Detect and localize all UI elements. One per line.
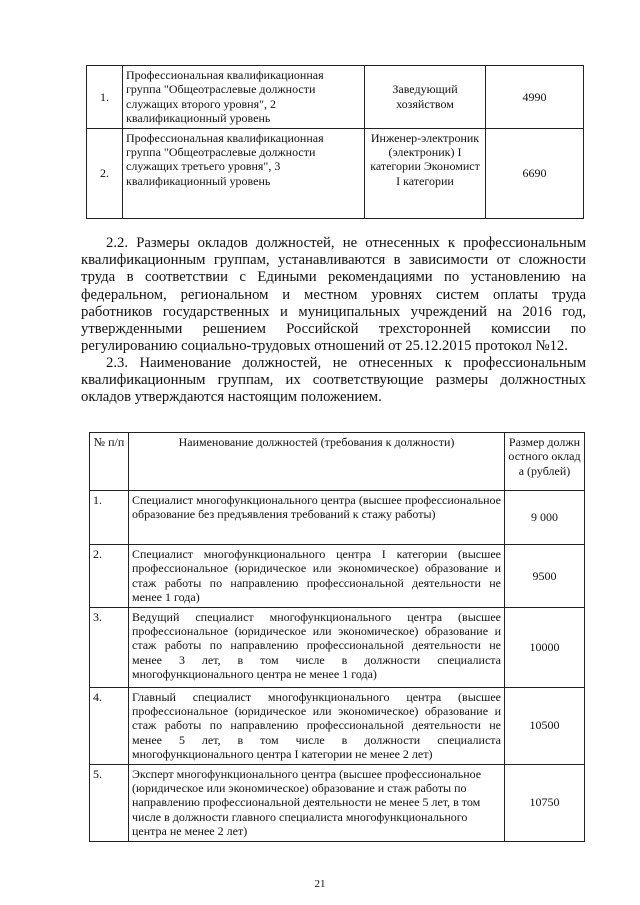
salary-value: 4990 xyxy=(486,66,584,129)
row-number: 1. xyxy=(87,66,123,129)
header-salary: Размер должностного оклада (рублей) xyxy=(505,433,585,491)
paragraph-2-2 xyxy=(81,235,586,355)
table-row xyxy=(90,491,585,545)
salary-value: 10000 xyxy=(505,607,585,687)
salary-value: 9 000 xyxy=(505,491,585,545)
positions-salary-table xyxy=(89,432,585,842)
table-row xyxy=(87,128,584,218)
header-number: № п/п xyxy=(90,433,129,491)
paragraph-text: 2.2. Размеры окладов должностей, не отнесенных к профессиональным квалификационным группам, устанавливаются в зависимости от сложности труда в соответствии с Едиными рекомендациями по установлению на федеральном, региональном и местном уровнях систем оплаты труда работников государственных и муниципальных учреждений на 2016 год, утвержденными решением Российской трехсторонней комиссии по регулированию социально-трудовых отношений от 25.12.2015 протокол №12. xyxy=(81,235,586,355)
table-row xyxy=(87,66,584,129)
row-number: 2. xyxy=(90,545,129,608)
position-description: Главный специалист многофункционального центра (высшее профессиональное (юридическое или экономическое) образование и стаж работы по направлению профессиональной деятельности не менее 5 лет, в том числе в должности специалиста многофункционального центра I категории не менее 2 лет) xyxy=(129,687,505,764)
row-number: 2. xyxy=(87,128,123,218)
salary-value: 9500 xyxy=(505,545,585,608)
row-number: 4. xyxy=(90,687,129,764)
salary-value: 6690 xyxy=(486,128,584,218)
position-name: Инженер-электроник (электроник) I категории Экономист I категории xyxy=(365,128,486,218)
table-row xyxy=(90,545,585,608)
position-description: Эксперт многофункционального центра (высшее профессиональное (юридическое или экономическое) образование и стаж работы по направлению профессиональной деятельности не менее 5 лет, в том числе в должности главного специалиста многофункционального центра не менее 2 лет) xyxy=(129,764,505,841)
salary-value: 10500 xyxy=(505,687,585,764)
table-header-row xyxy=(90,433,585,491)
row-number: 3. xyxy=(90,607,129,687)
row-number: 5. xyxy=(90,764,129,841)
position-description: Специалист многофункционального центра I категории (высшее профессиональное (юридическое или экономическое) образование и стаж работы по направлению профессиональной деятельности не менее 1 года) xyxy=(129,545,505,608)
salary-value: 10750 xyxy=(505,764,585,841)
table-row xyxy=(90,607,585,687)
position-description: Ведущий специалист многофункционального центра (высшее профессиональное (юридическое или экономическое) образование и стаж работы по направлению профессиональной деятельности не менее 3 лет, в том числе в должности специалиста многофункционального центра не менее 1 года) xyxy=(129,607,505,687)
paragraph-text: 2.3. Наименование должностей, не отнесенных к профессиональным квалификационным группам, их соответствующие размеры должностных окладов утверждаются настоящим положением. xyxy=(81,355,586,406)
position-description: Специалист многофункционального центра (высшее профессиональное образование без предъявления требований к стажу работы) xyxy=(129,491,505,545)
position-name: Заведующий хозяйством xyxy=(365,66,486,129)
qualification-group: Профессиональная квалификационная группа "Общеотраслевые должности служащих третьего уровня", 3 квалификационный уровень xyxy=(123,128,365,218)
qualification-groups-table xyxy=(86,65,584,219)
qualification-group: Профессиональная квалификационная группа "Общеотраслевые должности служащих второго уровня", 2 квалификационный уровень xyxy=(123,66,365,129)
paragraph-2-3 xyxy=(81,355,586,407)
table-row xyxy=(90,764,585,841)
table-row xyxy=(90,687,585,764)
page-number: 21 xyxy=(314,878,326,890)
header-position-name: Наименование должностей (требования к должности) xyxy=(129,433,505,491)
row-number: 1. xyxy=(90,491,129,545)
